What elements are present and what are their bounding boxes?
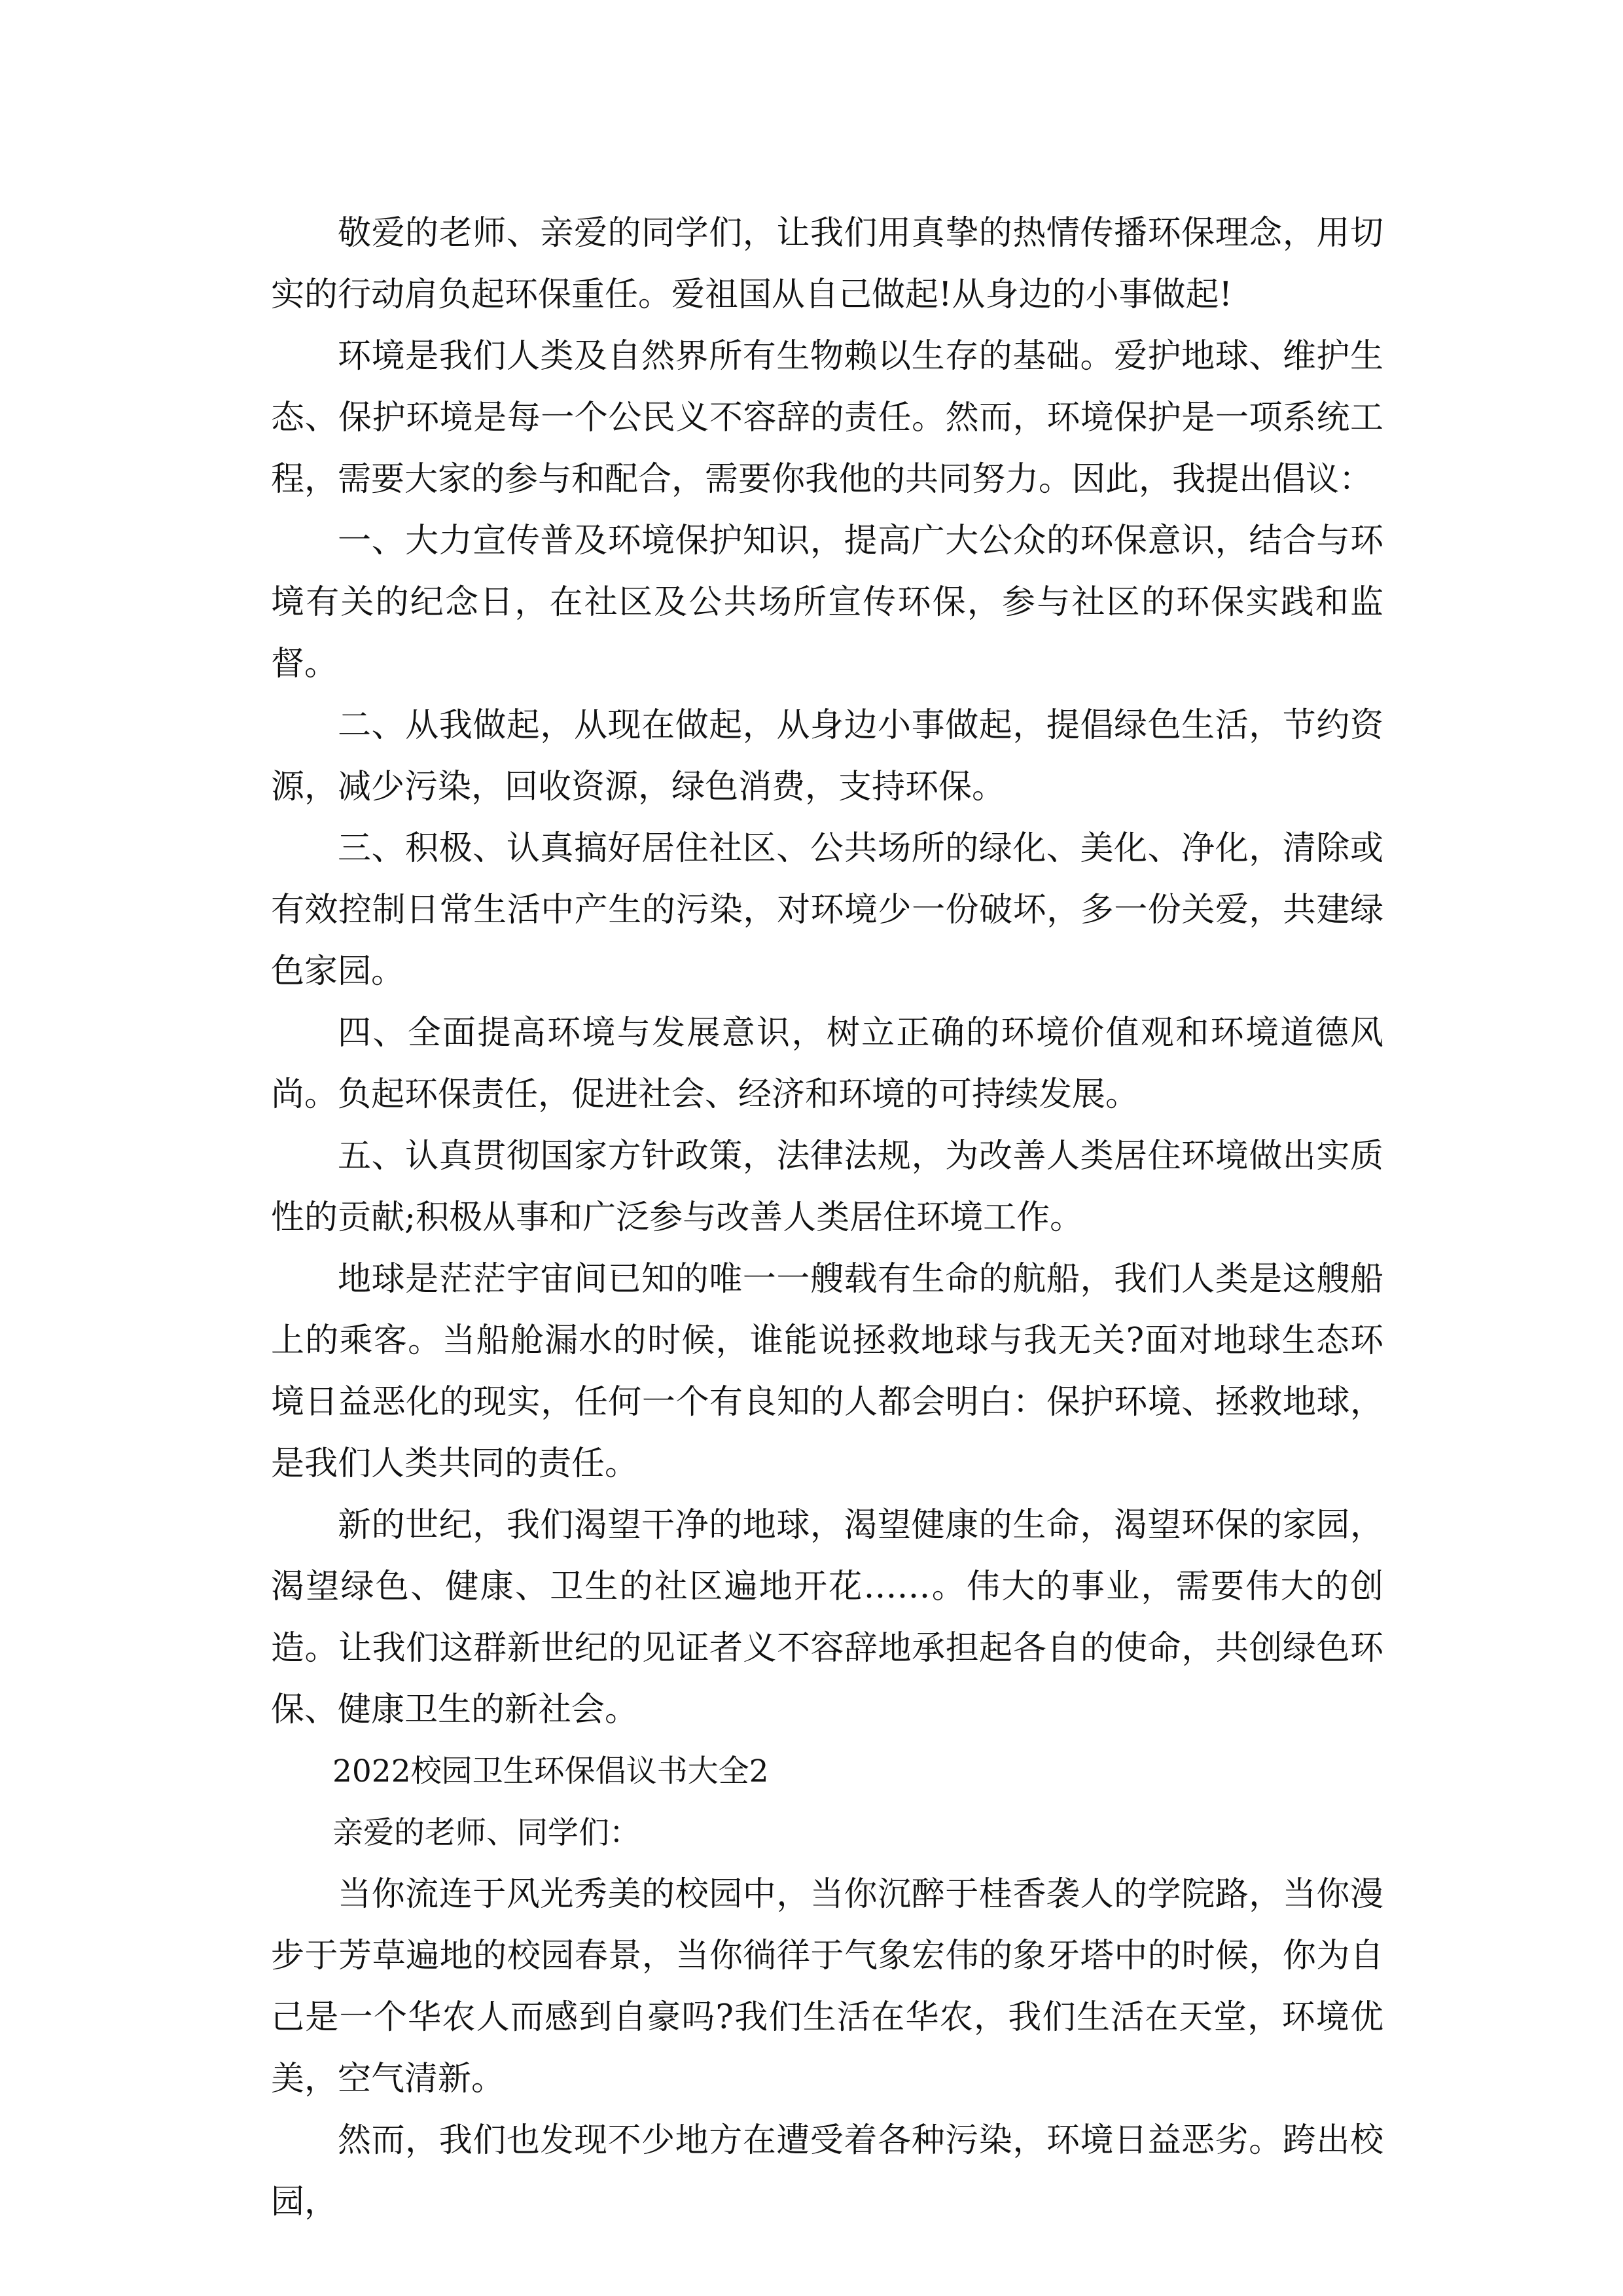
document-body (271, 203, 1383, 2233)
paragraph-environment-basis: 环境是我们人类及自然界所有生物赖以生存的基础。爱护地球、维护生态、保护环境是每一个公民义不容辞的责任。然而，环境保护是一项系统工程，需要大家的参与和配合，需要你我他的共同努力。因此，我提出倡议： (271, 337, 1383, 499)
paragraph-proposal-4: 四、全面提高环境与发展意识，树立正确的环境价值观和环境道德风尚。负起环保责任，促进社会、经济和环境的可持续发展。 (271, 1014, 1383, 1114)
paragraph-pollution: 然而，我们也发现不少地方在遭受着各种污染，环境日益恶劣。跨出校园， (271, 2121, 1383, 2221)
paragraph-proposal-3: 三、积极、认真搞好居住社区、公共场所的绿化、美化、净化，清除或有效控制日常生活中产生的污染，对环境少一份破坏，多一份关爱，共建绿色家园。 (271, 829, 1383, 991)
paragraph-campus-pride: 当你流连于风光秀美的校园中，当你沉醉于桂香袭人的学院路，当你漫步于芳草遍地的校园春景，当你徜徉于气象宏伟的象牙塔中的时候，你为自己是一个华农人而感到自豪吗?我们生活在华农，我们生活在天堂，环境优美，空气清新。 (271, 1875, 1383, 2098)
paragraph-greeting: 敬爱的老师、亲爱的同学们，让我们用真挚的热情传播环保理念，用切实的行动肩负起环保重任。爱祖国从自己做起!从身边的小事做起! (271, 214, 1383, 314)
paragraph-new-century: 新的世纪，我们渴望干净的地球，渴望健康的生命，渴望环保的家园，渴望绿色、健康、卫生的社区遍地开花……。伟大的事业，需要伟大的创造。让我们这群新世纪的见证者义不容辞地承担起各自的使命，共创绿色环保、健康卫生的新社会。 (271, 1506, 1383, 1729)
salutation: 亲爱的老师、同学们： (332, 1815, 640, 1851)
paragraph-earth-ship: 地球是茫茫宇宙间已知的唯一一艘载有生命的航船，我们人类是这艘船上的乘客。当船舱漏水的时候，谁能说拯救地球与我无关?面对地球生态环境日益恶化的现实，任何一个有良知的人都会明白：保护环境、拯救地球，是我们人类共同的责任。 (271, 1260, 1383, 1483)
section-title: 2022校园卫生环保倡议书大全2 (332, 1753, 769, 1789)
paragraph-proposal-2: 二、从我做起，从现在做起，从身边小事做起，提倡绿色生活，节约资源，减少污染，回收资源，绿色消费，支持环保。 (271, 706, 1383, 806)
paragraph-proposal-5: 五、认真贯彻国家方针政策，法律法规，为改善人类居住环境做出实质性的贡献;积极从事和广泛参与改善人类居住环境工作。 (271, 1137, 1383, 1237)
paragraph-proposal-1: 一、大力宣传普及环境保护知识，提高广大公众的环保意识，结合与环境有关的纪念日，在社区及公共场所宣传环保，参与社区的环保实践和监督。 (271, 522, 1383, 683)
